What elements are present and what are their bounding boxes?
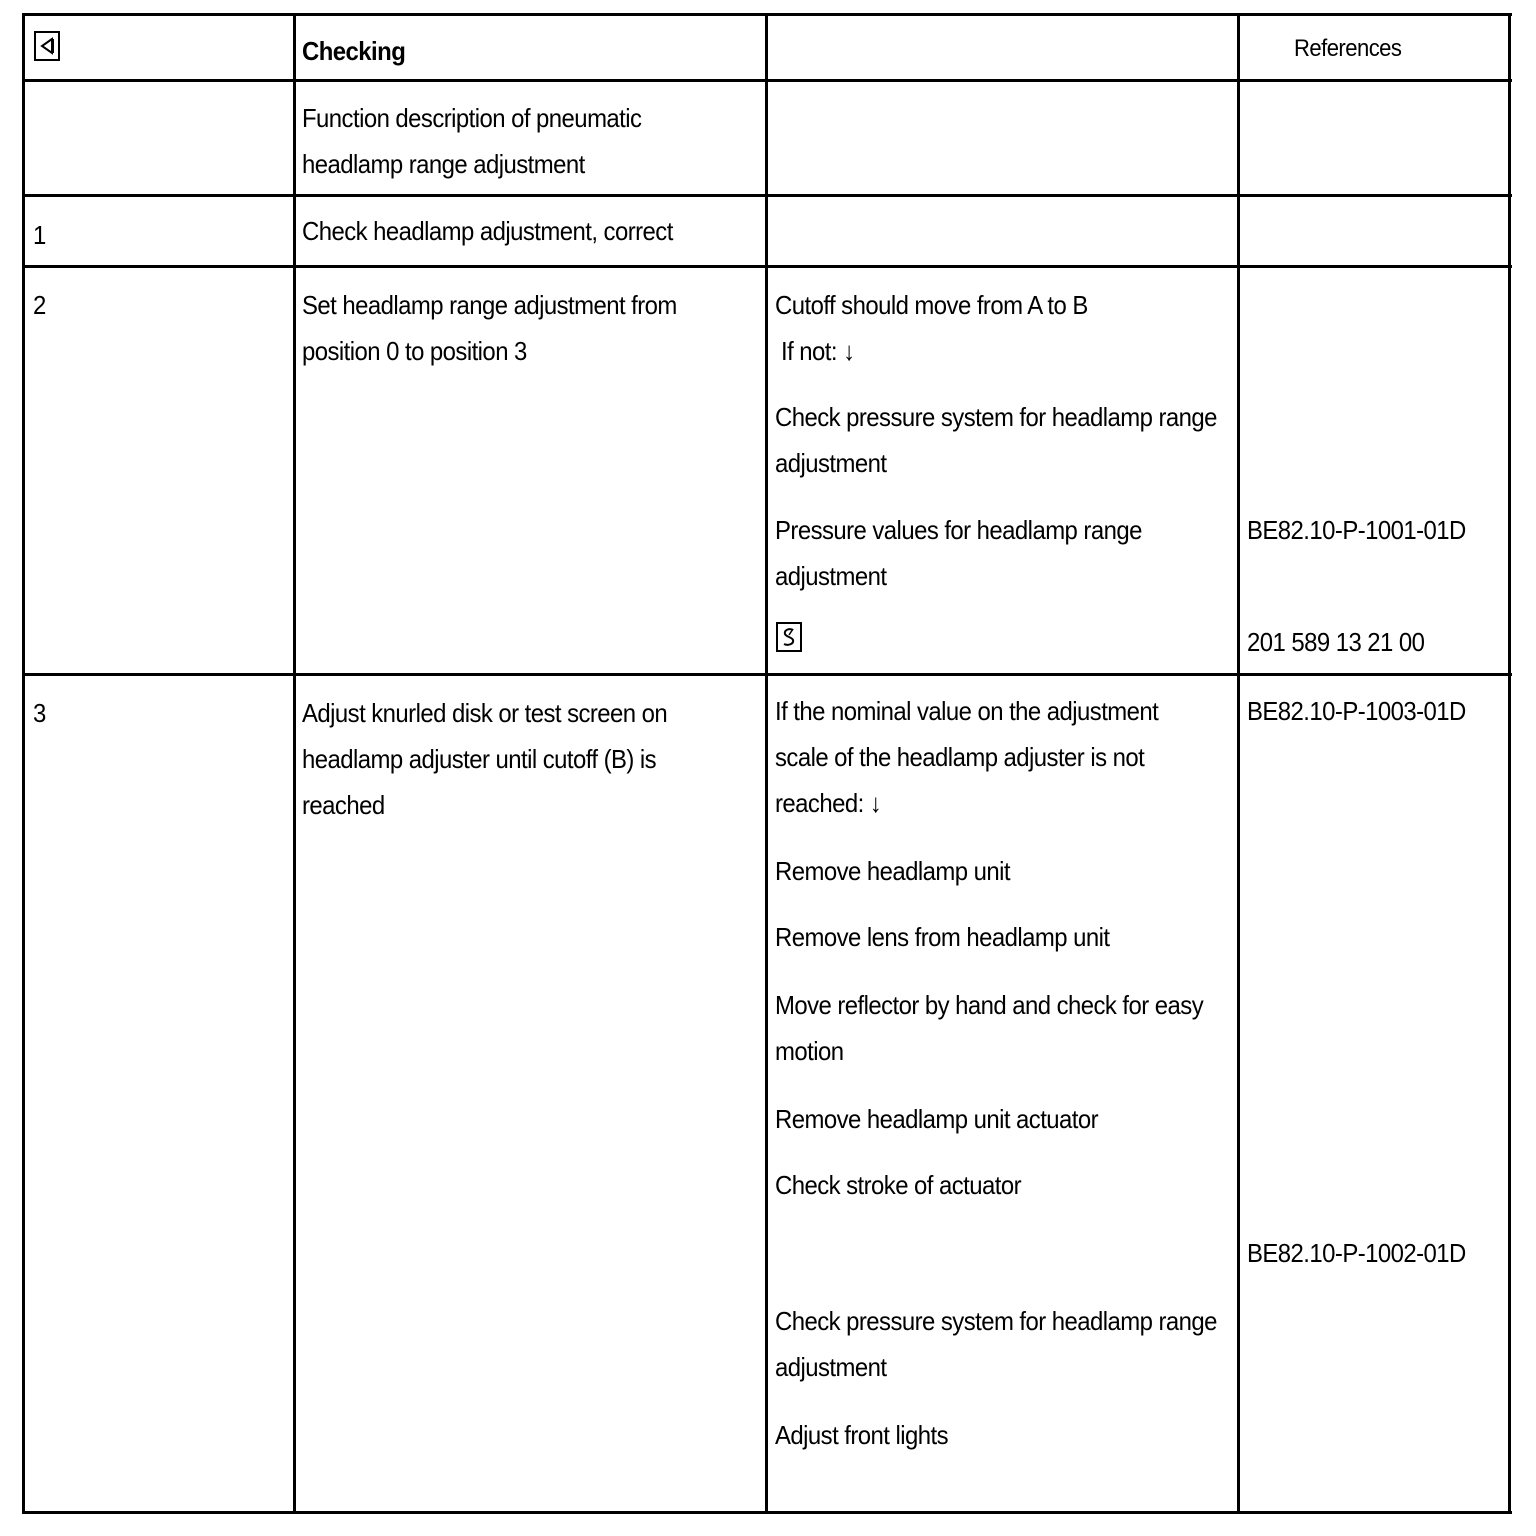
row1-number: 1 [33, 220, 46, 250]
row2-pressure-values-line2: adjustment [775, 561, 887, 591]
row2-ref-1: BE82.10-P-1001-01D [1247, 515, 1466, 545]
row2-cutoff: Cutoff should move from A to B [775, 290, 1088, 320]
table-col-rule-1 [293, 13, 296, 1514]
row2-if-not: If not: ↓ [781, 336, 855, 366]
header-checking: Checking [302, 36, 406, 66]
row3-nominal-line1: If the nominal value on the adjustment [775, 696, 1159, 726]
row3-checking-line1: Adjust knurled disk or test screen on [302, 698, 668, 728]
table-col-rule-2 [765, 13, 768, 1514]
row3-ref-2: BE82.10-P-1002-01D [1247, 1238, 1466, 1268]
table-col-rule-3 [1237, 13, 1240, 1514]
row2-check-pressure-line2: adjustment [775, 448, 887, 478]
row3-adjust-front: Adjust front lights [775, 1420, 948, 1450]
row2-ref-2: 201 589 13 21 00 [1247, 627, 1425, 657]
special-tool-icon-glyph [781, 627, 797, 647]
special-tool-icon [776, 622, 802, 652]
row0-checking-line2: headlamp range adjustment [302, 149, 585, 179]
row3-check-pressure-line1: Check pressure system for headlamp range [775, 1306, 1217, 1336]
row2-check-pressure-line1: Check pressure system for headlamp range [775, 402, 1217, 432]
table-border-left [22, 13, 25, 1514]
row3-number: 3 [33, 698, 46, 728]
row2-checking-line2: position 0 to position 3 [302, 336, 527, 366]
row3-remove-unit: Remove headlamp unit [775, 856, 1010, 886]
row0-checking-line1: Function description of pneumatic [302, 103, 642, 133]
row2-pressure-values-line1: Pressure values for headlamp range [775, 515, 1142, 545]
row3-check-pressure-line2: adjustment [775, 1352, 887, 1382]
row3-check-stroke: Check stroke of actuator [775, 1170, 1022, 1200]
row3-nominal-line2: scale of the headlamp adjuster is not [775, 742, 1145, 772]
row3-checking-line3: reached [302, 790, 385, 820]
table-border-right [1508, 13, 1511, 1514]
row3-remove-actuator: Remove headlamp unit actuator [775, 1104, 1099, 1134]
row3-nominal-line3: reached: ↓ [775, 788, 882, 818]
row3-remove-lens: Remove lens from headlamp unit [775, 922, 1110, 952]
row1-checking: Check headlamp adjustment, correct [302, 216, 673, 246]
row3-move-reflector-line2: motion [775, 1036, 844, 1066]
back-arrow-icon-glyph [39, 37, 55, 55]
row2-checking-line1: Set headlamp range adjustment from [302, 290, 677, 320]
header-references: References [1294, 35, 1402, 62]
row2-number: 2 [33, 290, 46, 320]
row3-move-reflector-line1: Move reflector by hand and check for easy [775, 990, 1204, 1020]
row3-ref-1: BE82.10-P-1003-01D [1247, 696, 1466, 726]
back-arrow-icon[interactable] [34, 31, 60, 61]
row3-checking-line2: headlamp adjuster until cutoff (B) is [302, 744, 657, 774]
